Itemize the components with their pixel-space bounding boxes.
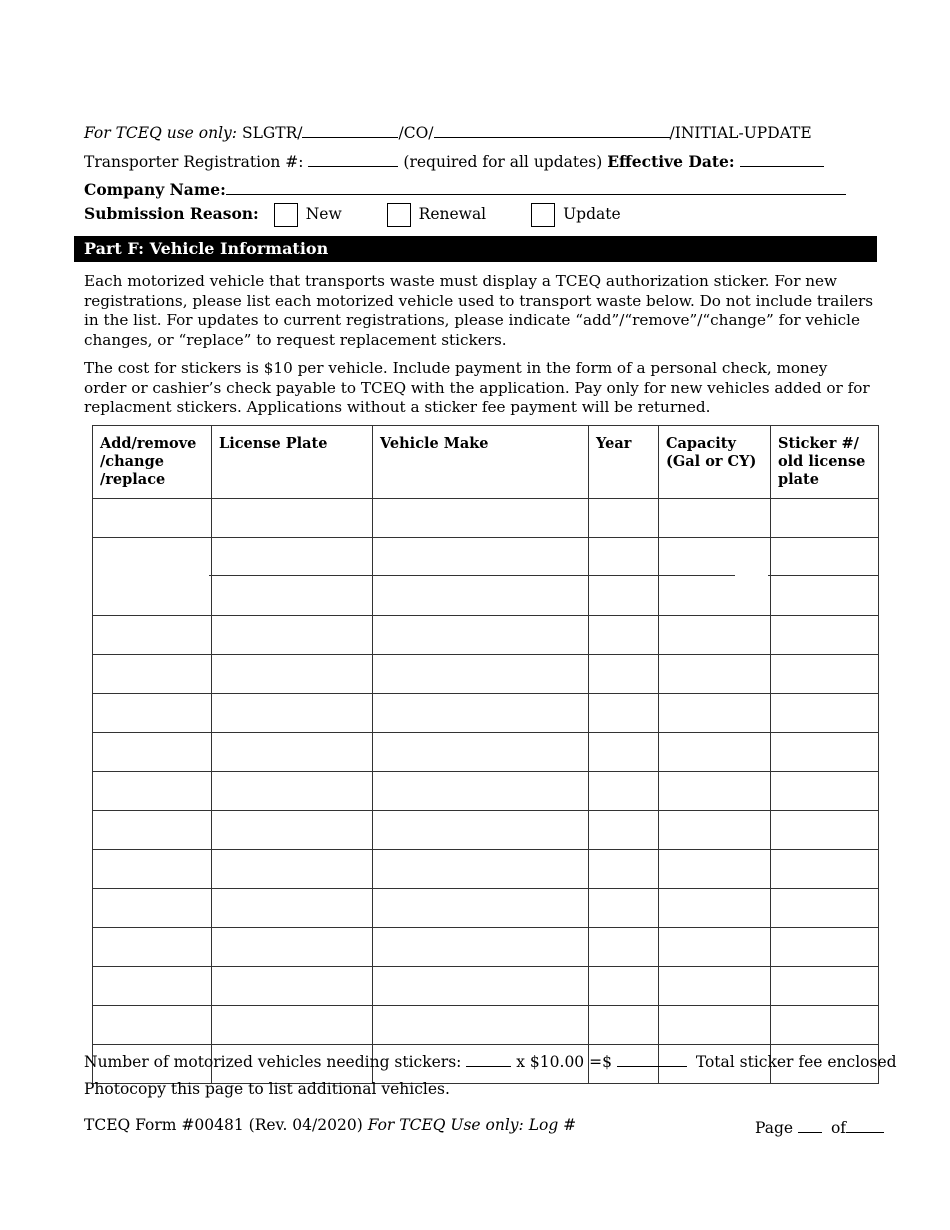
- tceq-use-only-line: [84, 121, 812, 142]
- price-label: x $10.00 =$: [516, 1053, 612, 1071]
- cell-sticker[interactable]: [771, 811, 879, 850]
- cell-sticker[interactable]: [771, 889, 879, 928]
- cell-plate[interactable]: [212, 538, 373, 616]
- cell-capacity[interactable]: [659, 655, 771, 694]
- total-fee-field[interactable]: [617, 1050, 687, 1067]
- of-label: of: [830, 1119, 847, 1137]
- table-row: [93, 967, 879, 1006]
- cell-plate[interactable]: [212, 928, 373, 967]
- table-header-row: [93, 426, 879, 499]
- registration-number-field[interactable]: [308, 150, 398, 167]
- page-total-field[interactable]: [846, 1116, 884, 1133]
- table-row: [93, 811, 879, 850]
- cell-make[interactable]: [373, 616, 589, 655]
- cell-year[interactable]: [589, 889, 659, 928]
- cell-action[interactable]: [93, 811, 212, 850]
- option-new-label: New: [305, 205, 342, 223]
- cell-year[interactable]: [589, 538, 659, 616]
- log-label: For TCEQ Use only: Log #: [367, 1116, 577, 1134]
- column-header-action: [93, 426, 212, 499]
- section-title: Part F: Vehicle Information: [74, 236, 877, 262]
- cell-sticker[interactable]: [771, 538, 879, 616]
- update-checkbox[interactable]: [531, 203, 555, 227]
- cell-year[interactable]: [589, 499, 659, 538]
- column-header-vehicle-make: [373, 426, 589, 499]
- cell-make[interactable]: [373, 694, 589, 733]
- column-action-label: Add/remove /change /replace: [100, 435, 197, 488]
- co-label: /CO/: [398, 124, 434, 142]
- cell-sticker[interactable]: [771, 928, 879, 967]
- cell-plate[interactable]: [212, 850, 373, 889]
- cell-sticker[interactable]: [771, 616, 879, 655]
- cell-make[interactable]: [373, 772, 589, 811]
- cell-year[interactable]: [589, 928, 659, 967]
- cell-sticker[interactable]: [771, 655, 879, 694]
- cell-plate[interactable]: [212, 811, 373, 850]
- option-update-label: Update: [563, 205, 621, 223]
- cell-capacity[interactable]: [659, 850, 771, 889]
- cell-year[interactable]: [589, 694, 659, 733]
- cell-sticker[interactable]: [771, 1006, 879, 1045]
- cell-plate[interactable]: [212, 616, 373, 655]
- cell-capacity[interactable]: [659, 538, 771, 616]
- cell-make[interactable]: [373, 967, 589, 1006]
- initial-update-label: /INITIAL-UPDATE: [669, 124, 812, 142]
- cell-make[interactable]: [373, 733, 589, 772]
- cell-action[interactable]: [93, 928, 212, 967]
- cell-capacity[interactable]: [659, 616, 771, 655]
- column-plate-label: License Plate: [219, 435, 328, 452]
- sticker-count-field[interactable]: [466, 1050, 511, 1067]
- cell-sticker[interactable]: [771, 772, 879, 811]
- cell-capacity[interactable]: [659, 811, 771, 850]
- cell-sticker[interactable]: [771, 850, 879, 889]
- cell-action[interactable]: [93, 967, 212, 1006]
- table-row: [93, 694, 879, 733]
- cell-make[interactable]: [373, 538, 589, 616]
- cell-action[interactable]: [93, 538, 212, 616]
- co-field[interactable]: [434, 121, 670, 138]
- column-sticker-label: Sticker #/ old license plate: [778, 435, 866, 488]
- cell-make[interactable]: [373, 889, 589, 928]
- cell-plate[interactable]: [212, 733, 373, 772]
- column-make-label: Vehicle Make: [380, 435, 489, 452]
- company-name-line: [84, 178, 846, 199]
- cell-year[interactable]: [589, 772, 659, 811]
- vehicle-table: [92, 425, 879, 1084]
- effective-date-field[interactable]: [740, 150, 824, 167]
- table-row: [93, 499, 879, 538]
- cell-sticker[interactable]: [771, 967, 879, 1006]
- column-year-label: Year: [596, 435, 632, 452]
- renewal-checkbox[interactable]: [387, 203, 411, 227]
- cell-sticker[interactable]: [771, 733, 879, 772]
- cell-plate[interactable]: [212, 1006, 373, 1045]
- table-row: [93, 889, 879, 928]
- cell-capacity[interactable]: [659, 499, 771, 538]
- cell-make[interactable]: [373, 811, 589, 850]
- cell-year[interactable]: [589, 655, 659, 694]
- cell-year[interactable]: [589, 1006, 659, 1045]
- cell-year[interactable]: [589, 850, 659, 889]
- submission-reason-line: [84, 203, 621, 227]
- row-divider-partial: [209, 575, 735, 576]
- cell-action[interactable]: [93, 655, 212, 694]
- total-fee-label: Total sticker fee enclosed: [695, 1053, 897, 1071]
- photocopy-note: Photocopy this page to list additional vehicles.: [84, 1080, 450, 1098]
- column-header-year: [589, 426, 659, 499]
- page-numbering: [755, 1116, 884, 1137]
- table-row: [93, 850, 879, 889]
- slgtr-label: SLGTR/: [241, 124, 303, 142]
- sticker-count-line: [84, 1050, 897, 1071]
- column-header-sticker: [771, 426, 879, 499]
- cost-paragraph: The cost for stickers is $10 per vehicle. Include payment in the form of a personal check, money order or cashier’s check payable to TCEQ with the application. Pay only for new vehicles added or for replacment stickers. Applications without a sticker fee payment will be returned.: [84, 359, 870, 416]
- company-name-field[interactable]: [226, 178, 846, 195]
- column-capacity-label: Capacity (Gal or CY): [666, 435, 757, 470]
- cell-action[interactable]: [93, 772, 212, 811]
- row-divider-partial-right: [768, 575, 878, 576]
- cell-capacity[interactable]: [659, 967, 771, 1006]
- registration-note: (required for all updates): [403, 153, 603, 171]
- cell-sticker[interactable]: [771, 694, 879, 733]
- table-row: [93, 1006, 879, 1045]
- cell-capacity[interactable]: [659, 772, 771, 811]
- cell-action[interactable]: [93, 499, 212, 538]
- column-header-license-plate: [212, 426, 373, 499]
- table-row: [93, 928, 879, 967]
- table-row: [93, 733, 879, 772]
- slgtr-field[interactable]: [302, 121, 398, 138]
- table-row: [93, 538, 879, 616]
- cell-make[interactable]: [373, 655, 589, 694]
- cell-plate[interactable]: [212, 499, 373, 538]
- cell-capacity[interactable]: [659, 889, 771, 928]
- cell-capacity[interactable]: [659, 928, 771, 967]
- cell-make[interactable]: [373, 928, 589, 967]
- table-body: [93, 499, 879, 1084]
- cell-action[interactable]: [93, 889, 212, 928]
- cell-action[interactable]: [93, 733, 212, 772]
- cell-capacity[interactable]: [659, 733, 771, 772]
- cell-make[interactable]: [373, 850, 589, 889]
- cell-plate[interactable]: [212, 694, 373, 733]
- cell-plate[interactable]: [212, 772, 373, 811]
- effective-date-label: Effective Date:: [607, 152, 735, 171]
- registration-line: [84, 150, 824, 171]
- cell-year[interactable]: [589, 616, 659, 655]
- cell-year[interactable]: [589, 967, 659, 1006]
- cell-plate[interactable]: [212, 655, 373, 694]
- company-name-label: Company Name:: [84, 180, 226, 199]
- submission-reason-label: Submission Reason:: [84, 204, 259, 223]
- new-checkbox[interactable]: [274, 203, 298, 227]
- table-row: [93, 772, 879, 811]
- cell-year[interactable]: [589, 733, 659, 772]
- table-row: [93, 655, 879, 694]
- sticker-count-label: Number of motorized vehicles needing stickers:: [84, 1053, 462, 1071]
- cell-capacity[interactable]: [659, 694, 771, 733]
- cell-plate[interactable]: [212, 889, 373, 928]
- cell-action[interactable]: [93, 694, 212, 733]
- cell-action[interactable]: [93, 850, 212, 889]
- cell-sticker[interactable]: [771, 499, 879, 538]
- page-label: Page: [755, 1119, 794, 1137]
- cell-capacity[interactable]: [659, 1006, 771, 1045]
- use-only-label: For TCEQ use only:: [84, 124, 238, 142]
- column-header-capacity: [659, 426, 771, 499]
- page-number-field[interactable]: [798, 1116, 822, 1133]
- cell-action[interactable]: [93, 616, 212, 655]
- cell-year[interactable]: [589, 811, 659, 850]
- cell-make[interactable]: [373, 1006, 589, 1045]
- table-row: [93, 616, 879, 655]
- cell-make[interactable]: [373, 499, 589, 538]
- form-footer: [84, 1116, 576, 1134]
- instructions-paragraph: Each motorized vehicle that transports waste must display a TCEQ authorization sticker. For new registrations, please list each motorized vehicle used to transport waste below. Do not include trailers in the list. For updates to current registrations, please indicate “add”/“remove”/“change” for vehicle changes, or “replace” to request replacement stickers.: [84, 272, 874, 349]
- form-number: TCEQ Form #00481 (Rev. 04/2020): [84, 1116, 363, 1134]
- registration-label: Transporter Registration #:: [84, 153, 304, 171]
- cell-plate[interactable]: [212, 967, 373, 1006]
- cell-action[interactable]: [93, 1006, 212, 1045]
- option-renewal-label: Renewal: [418, 205, 487, 223]
